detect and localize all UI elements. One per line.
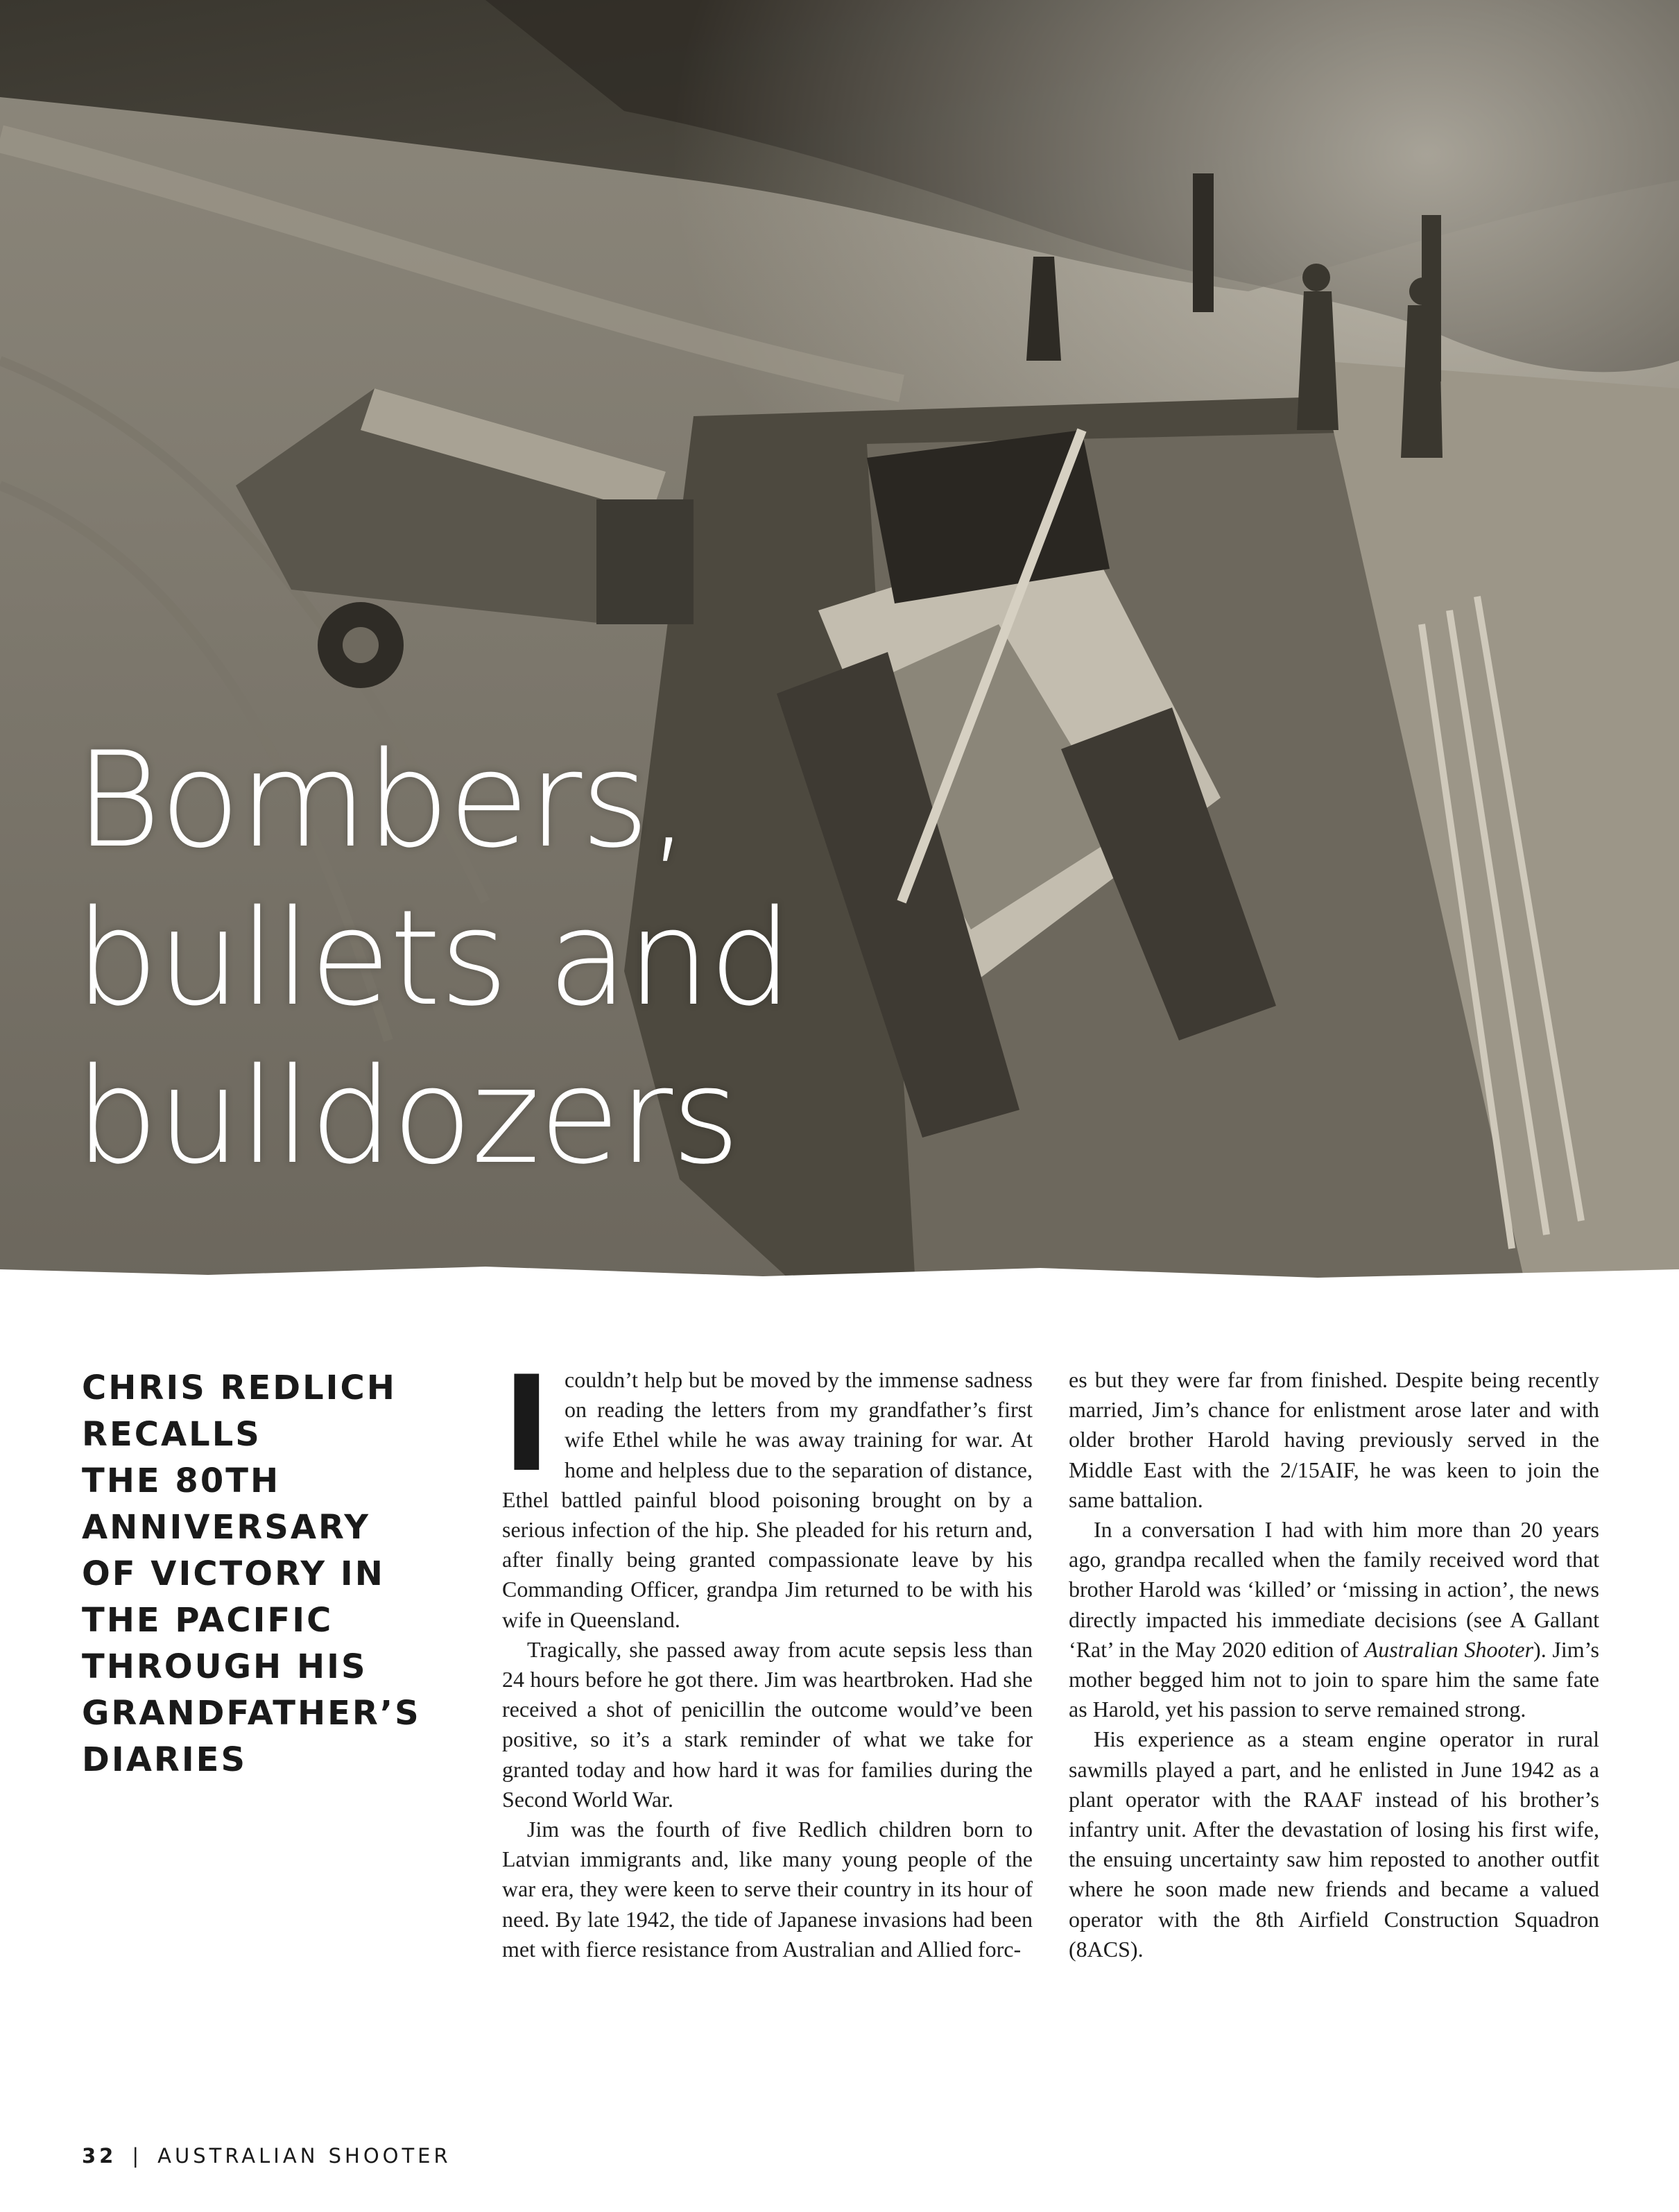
publication-title: Australian Shooter (1364, 1636, 1534, 1662)
paragraph-text: couldn’t help but be moved by the immense sadness on reading the letters from my grandfather’s first wife Ethel while he was away training for war. At home and helpless due to the separation of distance, Ethel battled painful blood poisoning brought on by a serious infection of the hip. She pleaded for his return and, after finally being granted compassionate leave by his Commanding Officer, grandpa Jim returned to be with his wife in Queensland. (502, 1367, 1033, 1632)
standfirst-line: THROUGH HIS (82, 1647, 368, 1686)
headline-line-2: bullets and (75, 882, 791, 1035)
standfirst-line: RECALLS (82, 1415, 261, 1454)
footer-separator: | (132, 2144, 143, 2168)
body-paragraph: Jim was the fourth of five Redlich children born to Latvian immigrants and, like many young people of the war era, they were keen to serve their country in its hour of need. By late 1942, the tide of Japanese invasions had been met with fierce resistance from Australian and Allied forc- (502, 1817, 1033, 1962)
body-paragraph (1069, 1515, 1599, 1724)
body-column-2 (1069, 1365, 1599, 1964)
body-paragraph: His experience as a steam engine operator in rural sawmills played a part, and he enlisted in June 1942 as a plant operator with the RAAF instead of his brother’s infantry unit. After the devastation of losing his first wife, the ensuing uncertainty saw him reposted to another outfit where he soon made new friends and became a valued operator with the 8th Airfield Construction Squadron (8ACS). (1069, 1726, 1599, 1962)
body-paragraph (502, 1348, 1033, 1635)
standfirst-line: ANNIVERSARY (82, 1508, 371, 1547)
body-paragraph: Tragically, she passed away from acute sepsis less than 24 hours before he got there. Jim was heartbroken. Had she received a shot of penicillin the outcome would’ve been positive, so it’s a stark reminder of what we take for granted today and how hard it was for families during the Second World War. (502, 1636, 1033, 1812)
standfirst-line: DIARIES (82, 1740, 248, 1779)
paragraph-text: ). Jim’s mother begged him not to join to spare him the same fate as Harold, yet his passion to serve remained strong. (1069, 1636, 1600, 1722)
drop-cap: I (502, 1348, 551, 1501)
standfirst-line: THE PACIFIC (82, 1601, 334, 1640)
standfirst-line: CHRIS REDLICH (82, 1369, 397, 1407)
standfirst (82, 1365, 484, 1783)
headline-line-1: Bombers, (75, 723, 689, 877)
headline (75, 721, 976, 1196)
body-paragraph: es but they were far from finished. Despite being recently married, Jim’s chance for enlistment arose later and with older brother Harold having previously served in the Middle East with the 2/15AIF, he was keen to join the same battalion. (1069, 1367, 1599, 1512)
standfirst-line: GRANDFATHER’S (82, 1694, 421, 1733)
page-footer (82, 2144, 451, 2168)
standfirst-line: THE 80TH (82, 1461, 281, 1500)
paragraph-text: In a conversation I had with him more than 20 years ago, grandpa recalled when the family received word that brother Harold was ‘killed’ or ‘missing in action’, the news directly impacted his immediate decisions (see A Gallant ‘Rat’ in the May 2020 edition of (1069, 1517, 1599, 1662)
page-number: 32 (82, 2144, 117, 2168)
body-column-1 (502, 1348, 1033, 1964)
standfirst-line: OF VICTORY IN (82, 1554, 385, 1593)
headline-line-3: bulldozers (75, 1040, 739, 1193)
publication-name: AUSTRALIAN SHOOTER (157, 2144, 451, 2168)
